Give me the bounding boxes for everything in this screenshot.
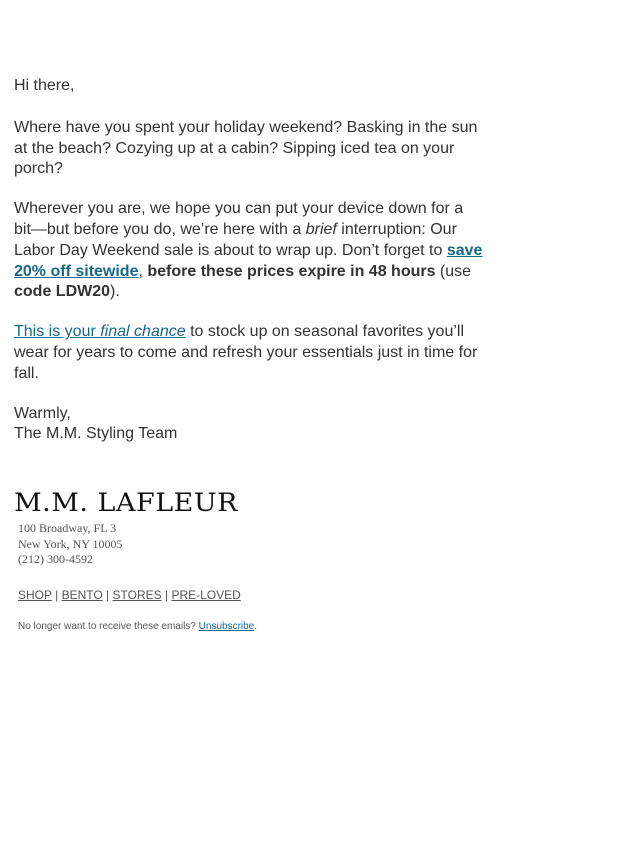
nav-link-shop[interactable]: SHOP: [18, 587, 52, 602]
company-address: [18, 521, 494, 568]
sale-text-3: ,: [138, 262, 148, 280]
greeting: Hi there,: [14, 77, 75, 94]
nav-link-bento[interactable]: BENTO: [61, 587, 103, 602]
nav-link-stores[interactable]: STORES: [112, 587, 162, 602]
sale-text-5: ).: [110, 283, 120, 301]
unsubscribe-text: No longer want to receive these emails?: [18, 620, 199, 632]
sale-text-4: (use: [435, 262, 472, 280]
nav-separator: |: [102, 587, 113, 602]
sale-text-2: interruption: Our Labor Day Weekend sale is about to wrap up. Don’t forget to: [14, 220, 457, 259]
unsubscribe-period: .: [254, 620, 258, 632]
final-chance-link[interactable]: [14, 323, 186, 340]
save-sitewide-link[interactable]: save 20% off sitewide: [14, 241, 483, 280]
brand-logo[interactable]: M.M. LAFLEUR: [14, 488, 238, 518]
signature: The M.M. Styling Team: [14, 425, 178, 443]
paragraph-sale: [14, 199, 484, 303]
promo-code: code LDW20: [14, 283, 111, 301]
final-chance-text: to stock up on seasonal favorites you’ll wear for years to come and refresh your essentials just in time for fall.: [14, 323, 478, 382]
address-line-2: New York, NY 10005: [18, 536, 123, 551]
final-chance-emphasis: final chance: [100, 323, 186, 341]
signoff: Warmly,: [14, 404, 71, 422]
final-chance-link-text: This is your: [14, 323, 101, 341]
sale-text-1: Wherever you are, we hope you can put your device down for a bit—but before you do, we’re here with a: [14, 200, 464, 238]
expire-notice: before these prices expire in 48 hours: [147, 262, 436, 280]
footer-nav: [18, 588, 494, 602]
sale-emphasis: brief: [305, 220, 337, 238]
phone-number: (212) 300-4592: [18, 552, 93, 567]
nav-separator: |: [51, 587, 62, 602]
email-body: [14, 76, 484, 445]
unsubscribe-link[interactable]: Unsubscribe: [198, 620, 255, 632]
unsubscribe-notice: [18, 621, 494, 632]
paragraph-intro: Where have you spent your holiday weekend? Basking in the sun at the beach? Cozying up at a cabin? Sipping iced tea on your porch?: [14, 118, 478, 178]
paragraph-final-chance: [14, 322, 484, 384]
nav-separator: |: [161, 587, 172, 602]
email-footer: [14, 488, 494, 632]
nav-link-pre-loved[interactable]: PRE-LOVED: [171, 587, 241, 602]
address-line-1: 100 Broadway, FL 3: [18, 521, 117, 535]
